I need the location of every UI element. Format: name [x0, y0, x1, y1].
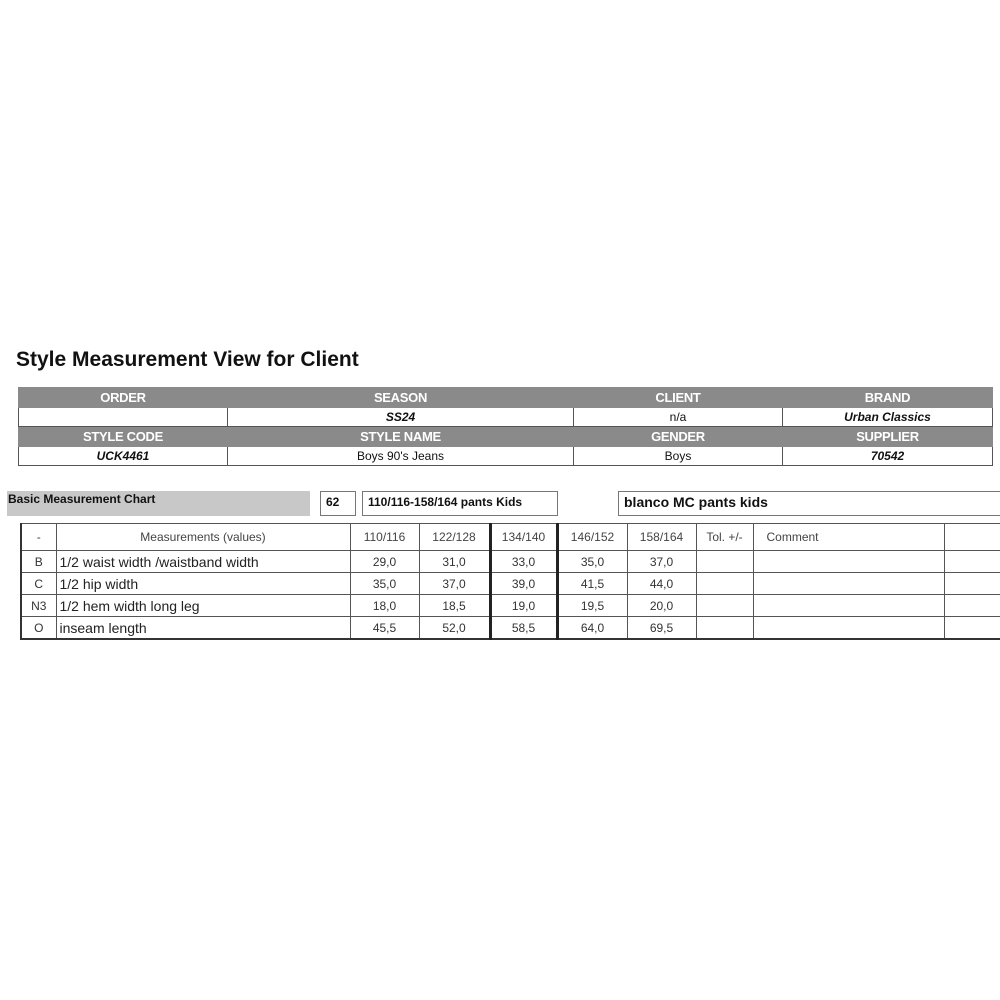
size-column-header: 110/116 [350, 524, 419, 551]
supplier-value: 70542 [783, 447, 993, 466]
info-value-row [19, 447, 993, 466]
row-value: 19,0 [490, 595, 557, 617]
size-column-header: 122/128 [419, 524, 490, 551]
row-code: C [21, 573, 56, 595]
gender-value: Boys [574, 447, 783, 466]
table-row [21, 573, 1000, 595]
row-value: 64,0 [557, 617, 627, 640]
client-header: CLIENT [574, 388, 783, 408]
row-value: 20,0 [627, 595, 696, 617]
row-value: 69,5 [627, 617, 696, 640]
order-header: ORDER [19, 388, 228, 408]
row-value: 35,0 [557, 551, 627, 573]
size-column-header: 158/164 [627, 524, 696, 551]
row-measurement-name: inseam length [56, 617, 350, 640]
comment-column-header: Comment [753, 524, 944, 551]
table-header-row [21, 524, 1000, 551]
row-measurement-name: 1/2 hip width [56, 573, 350, 595]
info-header-row [19, 427, 993, 447]
measurements-column-header: Measurements (values) [56, 524, 350, 551]
row-extra [944, 595, 1000, 617]
info-header-row [19, 388, 993, 408]
brand-value: Urban Classics [783, 408, 993, 427]
row-value: 58,5 [490, 617, 557, 640]
row-tolerance [696, 595, 753, 617]
row-value: 37,0 [419, 573, 490, 595]
row-value: 18,0 [350, 595, 419, 617]
row-value: 35,0 [350, 573, 419, 595]
row-value: 44,0 [627, 573, 696, 595]
row-tolerance [696, 551, 753, 573]
row-extra [944, 573, 1000, 595]
size-column-header: 146/152 [557, 524, 627, 551]
gender-header: GENDER [574, 427, 783, 447]
supplier-header: SUPPLIER [783, 427, 993, 447]
row-value: 19,5 [557, 595, 627, 617]
row-value: 33,0 [490, 551, 557, 573]
info-value-row [19, 408, 993, 427]
row-comment [753, 595, 944, 617]
chart-number-field: 62 [320, 491, 356, 516]
row-comment [753, 617, 944, 640]
tolerance-column-header: Tol. +/- [696, 524, 753, 551]
row-comment [753, 573, 944, 595]
row-value: 29,0 [350, 551, 419, 573]
style-code-header: STYLE CODE [19, 427, 228, 447]
row-tolerance [696, 573, 753, 595]
row-value: 37,0 [627, 551, 696, 573]
row-value: 39,0 [490, 573, 557, 595]
row-value: 18,5 [419, 595, 490, 617]
size-column-header: 134/140 [490, 524, 557, 551]
extra-column-header [944, 524, 1000, 551]
row-measurement-name: 1/2 waist width /waistband width [56, 551, 350, 573]
row-comment [753, 551, 944, 573]
code-column-header: - [21, 524, 56, 551]
row-value: 52,0 [419, 617, 490, 640]
basic-measurement-chart-label: Basic Measurement Chart [7, 491, 310, 516]
page-title: Style Measurement View for Client [16, 348, 359, 371]
table-row [21, 595, 1000, 617]
row-measurement-name: 1/2 hem width long leg [56, 595, 350, 617]
order-value [19, 408, 228, 427]
client-value: n/a [574, 408, 783, 427]
row-value: 41,5 [557, 573, 627, 595]
season-value: SS24 [228, 408, 574, 427]
size-range-field: 110/116-158/164 pants Kids [362, 491, 558, 516]
table-row [21, 617, 1000, 640]
chart-description-field: blanco MC pants kids [618, 491, 1000, 516]
row-code: O [21, 617, 56, 640]
style-name-value: Boys 90's Jeans [228, 447, 574, 466]
season-header: SEASON [228, 388, 574, 408]
style-info-table [18, 387, 993, 466]
row-extra [944, 617, 1000, 640]
brand-header: BRAND [783, 388, 993, 408]
table-row [21, 551, 1000, 573]
measurement-table [20, 523, 1000, 640]
row-extra [944, 551, 1000, 573]
row-code: B [21, 551, 56, 573]
row-tolerance [696, 617, 753, 640]
style-name-header: STYLE NAME [228, 427, 574, 447]
style-code-value: UCK4461 [19, 447, 228, 466]
row-value: 31,0 [419, 551, 490, 573]
row-code: N3 [21, 595, 56, 617]
row-value: 45,5 [350, 617, 419, 640]
